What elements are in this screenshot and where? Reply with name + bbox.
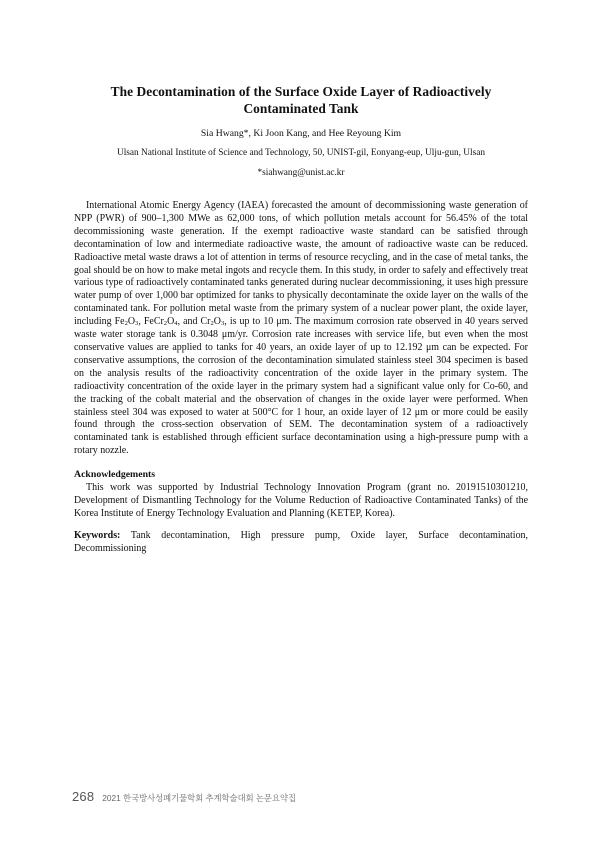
keywords-label: Keywords: xyxy=(74,530,121,542)
acknowledgements-body: This work was supported by Industrial Technology Innovation Program (grant no. 20191510301210, Development of Dismantling Technology for the Volume Reduction of Radioactive Contaminated Tanks) of the Korea Institute of Energy Technology Evaluation and Planning (KETEP, Korea). xyxy=(74,481,528,519)
affiliation: Ulsan National Institute of Science and Technology, 50, UNIST-gil, Eonyang-eup, Ulju-gun, Ulsan xyxy=(117,148,485,158)
formula-fecr2o4: $FeCr_2O_4$ xyxy=(143,316,178,328)
abstract-text-part-1: International Atomic Energy Agency (IAEA) forecasted the amount of decommissioning waste generation of NPP (PWR) of 900–1,300 MWe as 62,000 tons, of which pollution metals account for 56.45% of the total decommissioning waste generation. If the exempt radioactive waste standard can be satisfied through decontamination of low and intermediate radioactive waste, the amount of radioactive waste can be reduced. Radioactive metal waste draws a lot of attention in terms of resource recycling, and in the case of metal tanks, the goal should be on how to make metal ingots and recycle them. In this study, in order to safely and effectively treat various type of radioactively contaminated tanks generated during nuclear decommissioning, it uses high pressure water pump of over 1,000 bar optimized for tanks to physically decontaminate the oxide layer on the walls of the contaminated tank. For pollution metal waste from the primary system of a nuclear power plant, the oxide layer, including xyxy=(74,200,528,328)
abstract-paragraph: International Atomic Energy Agency (IAEA) forecasted the amount of decommissioning waste generation of NPP (PWR) of 900–1,300 MWe as 62,000 tons, of which pollution metals account for 56.45% of the total decommissioning waste generation. If the exempt radioactive waste standard can be satisfied through decontamination of low and intermediate radioactive waste, the amount of radioactive waste can be reduced. Radioactive metal waste draws a lot of attention in terms of resource recycling, and in the case of metal tanks, the goal should be on how to make metal ingots and recycle them. In this study, in order to safely and effectively treat various type of radioactively contaminated tanks generated during nuclear decommissioning, it uses high pressure water pump of over 1,000 bar optimized for tanks to physically decontaminate the oxide layer on the walls of the contaminated tank. For pollution metal waste from the primary system of a nuclear power plant, the oxide layer, including $Fe_2O_3$, $FeCr_2O_4$, and $Cr_2O_3$, is up to 10 μm. The maximum corrosion rate observed in 40 years served waste water storage tank is 0.3048 μm/yr. Corrosion rate increases with service life, but even when the most conservative values are applied to tanks for 40 years, an oxide layer of up to 12.192 μm can be expected. For conservative assumptions, the corrosion of the decontamination simulated stainless steel 304 specimen is based on the analysis results of the radioactivity concentration of the oxide layer in the primary system. The radioactivity concentration of the oxide layer in the primary system had a significant value only for Co-60, and the tracking of the cobalt material and the observation of changes in the oxide layer were performed. When stainless steel 304 was exposed to water at 500°C for 1 hour, an oxide layer of 12 μm or more could be easily found through the cross-section observation of SEM. The decontamination system of a radioactively contaminated tank is established through efficient surface decontamination using a high-pressure pump with a rotary nozzle. xyxy=(74,200,528,457)
formula-cr2o3: $Cr_2O_3$ xyxy=(200,316,225,328)
keywords xyxy=(74,530,528,556)
abstract-text-part-2: , is up to 10 μm. The maximum corrosion rate observed in 40 years served waste water storage tank is 0.3048 μm/yr. Corrosion rate increases with service life, but even when the most conservative values are applied to tanks for 40 years, an oxide layer of up to 12.192 μm can be expected. For conservative assumptions, the corrosion of the decontamination simulated stainless steel 304 specimen is based on the analysis results of the radioactivity concentration of the oxide layer in the primary system. The radioactivity concentration of the oxide layer in the primary system had a significant value only for Co-60, and the tracking of the cobalt material and the observation of changes in the oxide layer were performed. When stainless steel 304 was exposed to water at 500°C for 1 hour, an oxide layer of 12 μm or more could be easily found through the cross-section observation of SEM. The decontamination system of a radioactively contaminated tank is established through efficient surface decontamination using a high-pressure pump with a rotary nozzle. xyxy=(74,316,528,457)
paper-title: The Decontamination of the Surface Oxide Layer of Radioactively Contaminated Tank xyxy=(110,84,492,116)
acknowledgements-heading: Acknowledgements xyxy=(74,469,156,481)
page-number: 268 xyxy=(72,789,95,804)
keywords-text: Tank decontamination, High pressure pump, Oxide layer, Surface decontamination, Decommissioning xyxy=(74,530,528,555)
formula-fe2o3: $Fe_2O_3$ xyxy=(114,316,139,328)
paper-page xyxy=(74,84,528,566)
author-list: Sia Hwang*, Ki Joon Kang, and Hee Reyoung Kim xyxy=(200,128,402,139)
conference-name: 2021 한국방사성폐기물학회 추계학술대회 논문요약집 xyxy=(102,793,296,803)
corresponding-email: *siahwang@unist.ac.kr xyxy=(257,168,345,178)
page-footer xyxy=(72,789,296,804)
